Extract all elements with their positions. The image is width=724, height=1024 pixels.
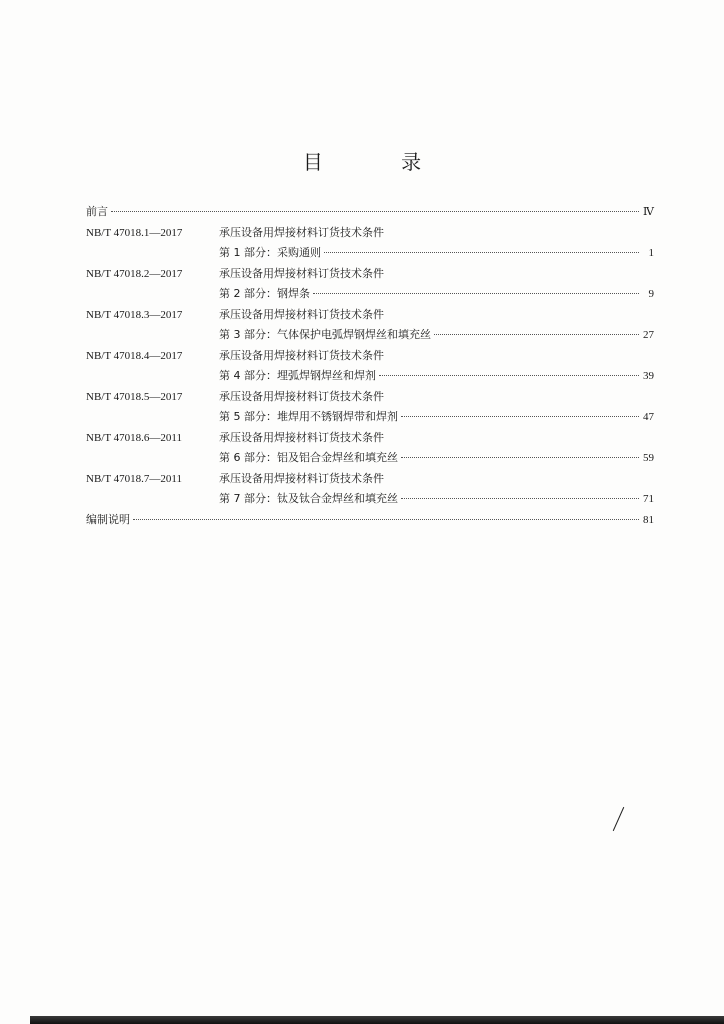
toc-entry-header <box>86 388 654 409</box>
toc-page-number: 1 <box>648 247 654 259</box>
toc-title: 目 录 <box>302 150 458 174</box>
dot-leader <box>401 416 639 417</box>
standard-title: 承压设备用焊接材料订货技术条件 <box>219 348 384 362</box>
toc-entry-part-2[interactable] <box>86 285 654 306</box>
dot-leader <box>401 457 639 458</box>
toc-page-number: Ⅳ <box>643 206 654 218</box>
dot-leader <box>324 252 639 253</box>
dot-leader <box>133 519 639 520</box>
toc-page-number: 59 <box>643 452 654 464</box>
dot-leader <box>401 498 639 499</box>
toc-entry-notes[interactable] <box>86 511 654 532</box>
toc-page-number: 9 <box>648 288 654 300</box>
pen-mark <box>613 807 624 831</box>
toc-entry-part-3[interactable] <box>86 326 654 347</box>
dot-leader <box>379 375 639 376</box>
part-title: 第 3 部分：气体保护电弧焊钢焊丝和填充丝 <box>219 328 431 341</box>
standard-title: 承压设备用焊接材料订货技术条件 <box>219 225 384 239</box>
toc-entry-label: 前言 <box>86 205 108 218</box>
part-title: 第 7 部分：钛及钛合金焊丝和填充丝 <box>219 492 398 505</box>
standard-code: NB/T 47018.2—2017 <box>86 267 183 280</box>
standard-code: NB/T 47018.3—2017 <box>86 308 183 321</box>
scan-edge-shadow <box>30 1016 724 1024</box>
toc-entry-part-6[interactable] <box>86 449 654 470</box>
toc-entry-header <box>86 470 654 491</box>
toc-entry-part-4[interactable] <box>86 367 654 388</box>
standard-code: NB/T 47018.1—2017 <box>86 226 183 239</box>
standard-code: NB/T 47018.6—2011 <box>86 431 182 444</box>
standard-title: 承压设备用焊接材料订货技术条件 <box>219 389 384 403</box>
toc-entry-part-7[interactable] <box>86 490 654 511</box>
standard-title: 承压设备用焊接材料订货技术条件 <box>219 307 384 321</box>
toc-entry-header <box>86 306 654 327</box>
part-title: 第 2 部分：钢焊条 <box>219 287 310 300</box>
part-title: 第 5 部分：堆焊用不锈钢焊带和焊剂 <box>219 410 398 423</box>
toc-page-number: 39 <box>643 370 654 382</box>
toc-page-number: 47 <box>643 411 654 423</box>
table-of-contents <box>86 203 654 531</box>
toc-entry-preface[interactable] <box>86 203 654 224</box>
toc-entry-header <box>86 224 654 245</box>
standard-title: 承压设备用焊接材料订货技术条件 <box>219 266 384 280</box>
part-title: 第 6 部分：铝及铝合金焊丝和填充丝 <box>219 451 398 464</box>
standard-code: NB/T 47018.5—2017 <box>86 390 183 403</box>
standard-code: NB/T 47018.7—2011 <box>86 472 182 485</box>
toc-entry-header <box>86 265 654 286</box>
toc-page-number: 27 <box>643 329 654 341</box>
part-title: 第 4 部分：埋弧焊钢焊丝和焊剂 <box>219 369 376 382</box>
toc-page-number: 81 <box>643 513 654 526</box>
toc-entry-part-5[interactable] <box>86 408 654 429</box>
standard-title: 承压设备用焊接材料订货技术条件 <box>219 430 384 444</box>
standard-title: 承压设备用焊接材料订货技术条件 <box>219 471 384 485</box>
toc-entry-label: 编制说明 <box>86 512 130 526</box>
standard-code: NB/T 47018.4—2017 <box>86 349 183 362</box>
part-title: 第 1 部分：采购通则 <box>219 246 321 259</box>
dot-leader <box>313 293 639 294</box>
dot-leader <box>434 334 639 335</box>
toc-page-number: 71 <box>643 493 654 505</box>
toc-entry-header <box>86 429 654 450</box>
toc-entry-part-1[interactable] <box>86 244 654 265</box>
toc-entry-header <box>86 347 654 368</box>
dot-leader <box>111 211 639 212</box>
